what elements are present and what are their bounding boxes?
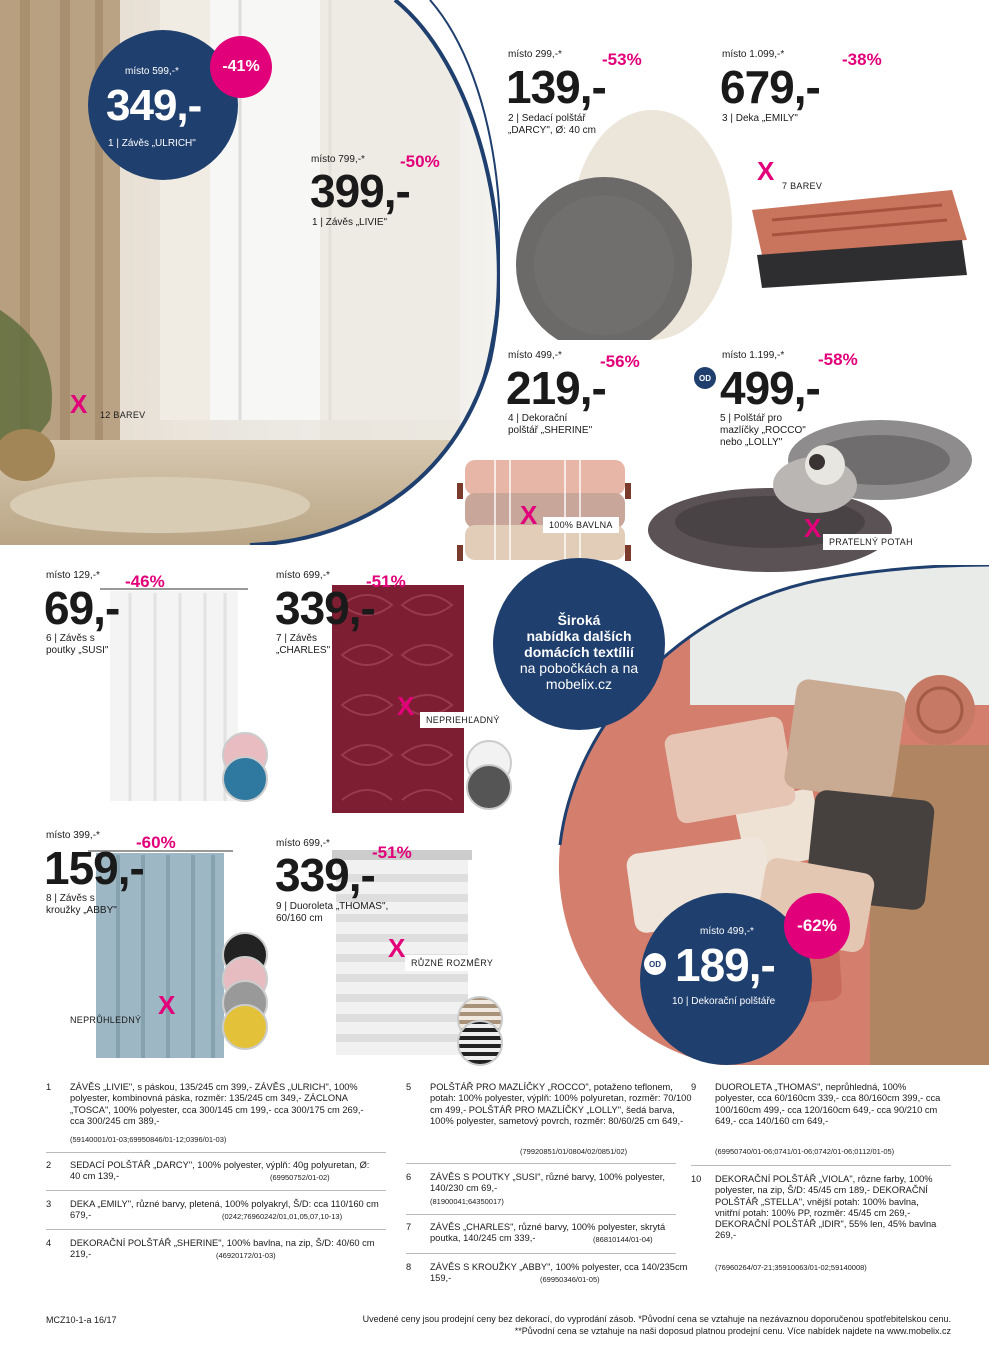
was-price: místo 699,-*: [276, 570, 330, 581]
item-text: ZÁVĚS „LIVIE", s páskou, 135/245 cm 399,- ZÁVĚS „ULRICH", 100% polyester, kombinovná páska, rozměr: 135/245 cm 349,- ZÁCLONA „TOSCA", 100% polyester, cca 300/145 cm 199,- cca 300/175 cm 269,- cca 300/245 cm 389,-: [70, 1082, 364, 1126]
divider: [46, 1190, 386, 1191]
discount-text: -41%: [222, 58, 260, 75]
disclaimer-line-1: Uvedené ceny jsou prodejní ceny bez dekorací, do vyprodání zásob. *Původní cena se vztahuje na nezávaznou doporučenou spotřebitelskou cenu.: [362, 1314, 951, 1324]
discount-text: -46%: [125, 572, 165, 591]
product-desc: 5 | Polštář pro: [720, 413, 783, 424]
product-desc: 1 | Závěs „ULRICH": [108, 138, 196, 149]
divider: [406, 1253, 676, 1254]
color-swatch-yellow[interactable]: [222, 1004, 268, 1050]
discount-text: -38%: [842, 50, 882, 69]
item-text: ZÁVĚS „CHARLES", různé barvy, 100% polyester, skrytá poutka, 140/245 cm 339,-: [430, 1222, 666, 1244]
item-text: ZÁVĚS S POUTKY „SUSI", různé barvy, 100% polyester, 140/230 cm 69,-: [430, 1172, 665, 1194]
discount-text: -60%: [136, 833, 176, 852]
x-marker-icon: X: [520, 500, 538, 530]
product-desc: 3 | Deka „EMILY": [722, 113, 798, 124]
x-marker-icon: X: [70, 389, 88, 419]
item-code: (0242;76960242/01,01,05,07,10-13): [222, 1212, 343, 1221]
item-code: (69950346/01-05): [540, 1275, 600, 1284]
product-desc: 60/160 cm: [276, 913, 323, 924]
sale-price: 159,-: [44, 842, 144, 894]
darcy-cushion-image: [492, 110, 752, 345]
x-marker-icon: X: [158, 990, 176, 1020]
was-price: místo 1.099,-*: [722, 49, 785, 60]
product-desc: „DARCY", Ø: 40 cm: [508, 125, 597, 136]
item-number: 9: [691, 1082, 697, 1092]
product-desc: nebo „LOLLY": [720, 437, 783, 448]
product-desc: poutky „SUSI": [46, 645, 109, 656]
was-price: místo 399,-*: [46, 830, 100, 841]
discount-text: -58%: [818, 350, 858, 369]
item-code: (86810144/01-04): [593, 1235, 653, 1244]
item-text: POLŠTÁŘ PRO MAZLÍČKY „ROCCO", potaženo teflonem, potah: 100% polyester, výplň: 100% polyuretan, rozměr: 70/100 cm 499,- POLŠTÁŘ PRO MAZLÍČKY „LOLLY", šedá barva, 100% polyester, sametový povrch, rozměr: 80/60/25 cm 649,-: [430, 1082, 692, 1126]
product-desc: 1 | Závěs „LIVIE": [312, 217, 388, 228]
x-marker-icon: X: [388, 933, 406, 963]
variant-tag: RŮZNÉ ROZMĚRY: [405, 955, 499, 971]
item-number: 3: [46, 1199, 52, 1209]
promo-line: na pobočkách a na: [519, 660, 639, 676]
variant-tag: NEPRŮHLEDNÝ: [70, 1015, 142, 1025]
item-number: 2: [46, 1160, 52, 1170]
item-number: 8: [406, 1262, 412, 1272]
divider: [406, 1163, 676, 1164]
item-number: 10: [691, 1174, 702, 1184]
was-price: místo 799,-*: [311, 154, 365, 165]
was-price: místo 599,-*: [125, 66, 179, 77]
item-text: ZÁVĚS S KROUŽKY „ABBY", 100% polyester, cca 140/235cm 159,-: [430, 1262, 688, 1284]
x-marker-icon: X: [757, 156, 775, 186]
was-price: místo 1.199,-*: [722, 350, 785, 361]
variant-tag: 12 BAREV: [100, 410, 146, 420]
catalog-code: MCZ10-1-a 16/17: [46, 1315, 117, 1325]
divider: [46, 1229, 386, 1230]
sherine-pillows-image: [455, 455, 635, 570]
promo-line: Široká: [557, 612, 601, 628]
pet-bed-image: [645, 410, 980, 580]
discount-badge: [784, 893, 850, 959]
product-desc: 7 | Závěs: [276, 633, 317, 644]
product-desc: 4 | Dekorační: [508, 413, 568, 424]
product-desc: polštář „SHERINE": [508, 425, 593, 436]
item-code: (76960264/07-21;35910063/01-02;59140008): [715, 1263, 867, 1272]
product-desc: 8 | Závěs s: [46, 893, 95, 904]
item-text: DEKORAČNÍ POLŠTÁŘ „SHERINE", 100% bavlna, na zip, Š/D: 40/60 cm 219,-: [70, 1238, 375, 1260]
product-desc: mazlíčky „ROCCO": [720, 425, 806, 436]
discount-text: -53%: [602, 50, 642, 69]
sale-price: 139,-: [506, 61, 606, 113]
product-desc: „CHARLES": [276, 645, 331, 656]
divider: [46, 1152, 386, 1153]
was-price: místo 129,-*: [46, 570, 100, 581]
product-desc: kroužky „ABBY": [46, 905, 117, 916]
item-number: 4: [46, 1238, 52, 1248]
item-number: 5: [406, 1082, 412, 1092]
sale-price: 189,-: [675, 939, 775, 991]
from-badge: OD: [644, 953, 666, 975]
sale-price: 339,-: [275, 582, 375, 634]
was-price: místo 299,-*: [508, 49, 562, 60]
item-code: (69950752/01-02): [270, 1173, 330, 1182]
discount-badge: [210, 36, 272, 98]
item-text: SEDACÍ POLŠTÁŘ „DARCY", 100% polyester, výplň: 40g polyuretan, Ø: 40 cm 139,-: [70, 1160, 370, 1182]
item-code: (59140001/01-03;69950846/01-12;0396/01-03): [70, 1135, 227, 1144]
item-text: DEKORAČNÍ POLŠTÁŘ „VIOLA", rôzne farby, 100% polyester, na zip, Š/D: 45/45 cm 189,- DEKORAČNÍ POLŠTÁŘ „STELLA", vnější potah: 100% bavlna, vnitřní potah: 100% PP, rozměr: 45/45 cm 269,- DEKORAČNÍ POLŠTÁŘ „IDIR", 55% len, 45% bavlna 269,-: [715, 1174, 937, 1241]
discount-text: -51%: [366, 572, 406, 591]
variant-tag: PRATELNÝ POTAH: [823, 534, 919, 550]
variant-tag: 100% BAVLNA: [543, 517, 619, 533]
divider: [691, 1165, 951, 1166]
sale-price: 499,-: [720, 362, 820, 414]
item-number: 7: [406, 1222, 412, 1232]
item-number: 1: [46, 1082, 52, 1092]
promo-link[interactable]: mobelix.cz: [545, 676, 613, 692]
color-swatch-black-stripe[interactable]: [457, 1020, 503, 1066]
variant-tag: 7 BAREV: [782, 181, 823, 191]
item-code: (69950740/01-06;0741/01-06;0742/01-06;0112/01-05): [715, 1147, 895, 1156]
product-desc: 6 | Závěs s: [46, 633, 95, 644]
discount-text: -62%: [797, 916, 837, 935]
sale-price: 679,-: [720, 61, 820, 113]
x-marker-icon: X: [397, 691, 415, 721]
x-marker-icon: X: [804, 513, 822, 543]
item-number: 6: [406, 1172, 412, 1182]
was-price: místo 699,-*: [276, 838, 330, 849]
discount-text: -56%: [600, 352, 640, 371]
item-text: DEKA „EMILY", různé barvy, pletená, 100% polyakryl, Š/D: cca 110/160 cm 679,-: [70, 1199, 379, 1221]
promo-line: domácích textílií: [524, 644, 634, 660]
sale-price: 69,-: [44, 582, 120, 634]
product-desc: 2 | Sedací polštář: [508, 113, 586, 124]
disclaimer-line-2: **Původní cena se vztahuje na naši doposud platnou prodejní cenu. Více nabídek najdete na www.mobelix.cz: [514, 1326, 951, 1336]
color-swatch-teal[interactable]: [222, 756, 268, 802]
item-code: (79920851/01/0804/02/0851/02): [520, 1147, 628, 1156]
was-price: místo 499,-*: [508, 350, 562, 361]
was-price: místo 499,-*: [700, 926, 754, 937]
item-code: (46920172/01-03): [216, 1251, 276, 1260]
sale-price: 219,-: [506, 362, 606, 414]
product-desc: 9 | Duoroleta „THOMAS",: [276, 901, 389, 912]
promo-text: [493, 612, 665, 692]
from-badge: OD: [694, 367, 716, 389]
sale-price: 339,-: [275, 849, 375, 901]
product-desc: 10 | Dekorační polštáře: [672, 996, 776, 1007]
variant-tag: NEPRIEHĽADNÝ: [420, 712, 506, 728]
discount-text: -51%: [372, 843, 412, 862]
sale-price: 349,-: [106, 81, 202, 130]
divider: [406, 1214, 676, 1215]
item-code: (81900041;64350017): [430, 1197, 504, 1206]
discount-text: -50%: [400, 152, 440, 171]
item-text: DUOROLETA „THOMAS", neprůhledná, 100% polyester, cca 60/160cm 339,- cca 80/160cm 399,- cca 100/160cm 499,- cca 120/160cm 649,- cca 90/210 cm 649,- cca 140/160 cm 649,-: [715, 1082, 941, 1126]
sale-price: 399,-: [310, 165, 410, 217]
promo-line: nabídka dalších: [526, 628, 632, 644]
